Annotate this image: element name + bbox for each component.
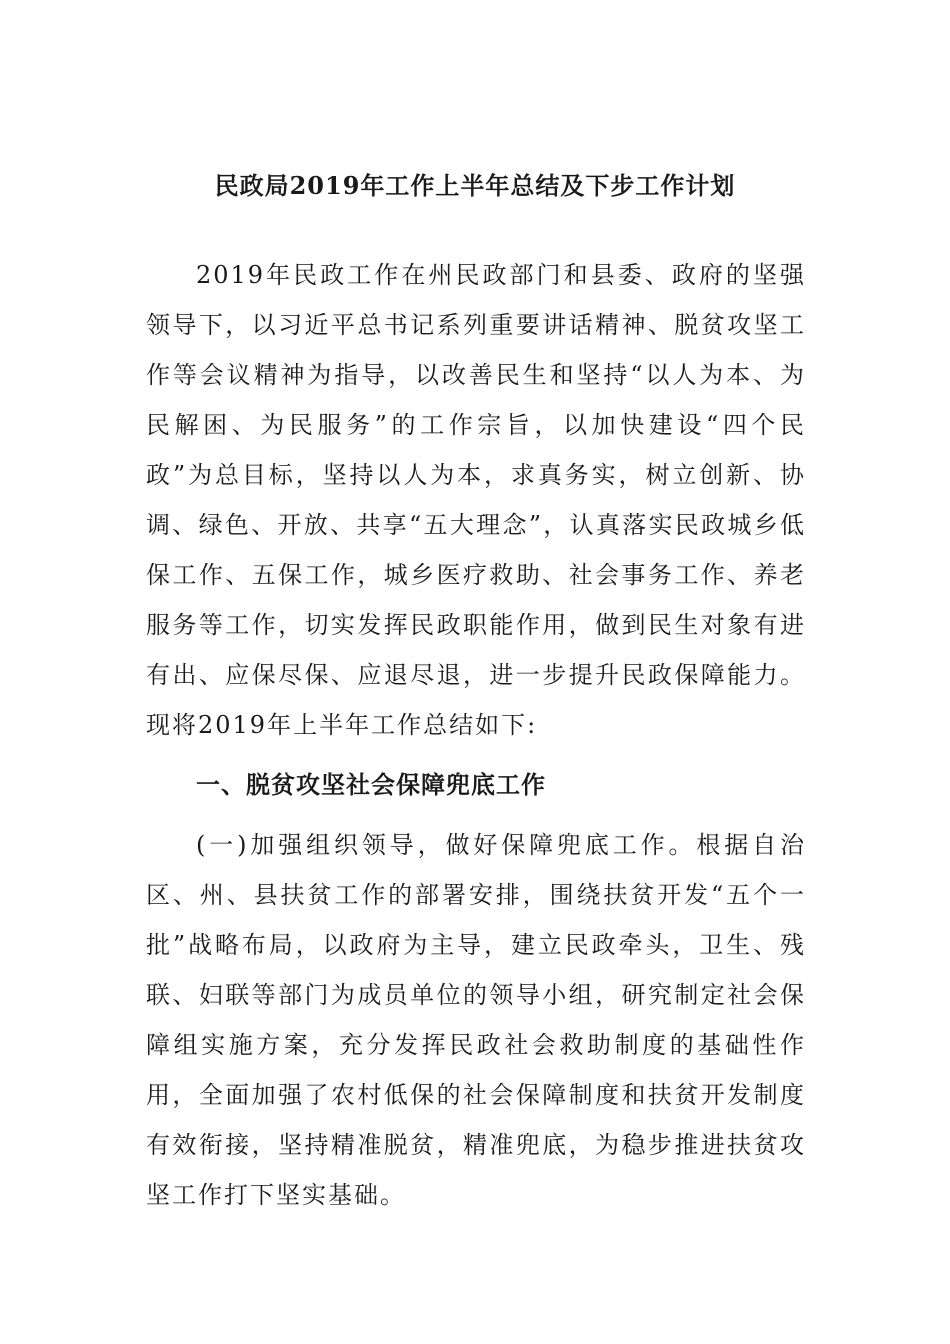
section-heading: 一、脱贫攻坚社会保障兜底工作 bbox=[196, 770, 546, 799]
section-paragraph: (一)加强组织领导，做好保障兜底工作。根据自治区、州、县扶贫工作的部署安排，围绕扶贫开发“五个一批”战略布局，以政府为主导，建立民政牵头，卫生、残联、妇联等部门为成员单位的领导小组，研究制定社会保障组实施方案，充分发挥民政社会救助制度的基础性作用，全面加强了农村低保的社会保障制度和扶贫开发制度有效衔接，坚持精准脱贫，精准兜底，为稳步推进扶贫攻坚工作打下坚实基础。 bbox=[146, 831, 806, 1209]
intro-paragraph: 2019年民政工作在州民政部门和县委、政府的坚强领导下，以习近平总书记系列重要讲话精神、脱贫攻坚工作等会议精神为指导，以改善民生和坚持“以人为本、为民解困、为民服务”的工作宗旨，以加快建设“四个民政”为总目标，坚持以人为本，求真务实，树立创新、协调、绿色、开放、共享“五大理念”，认真落实民政城乡低保工作、五保工作，城乡医疗救助、社会事务工作、养老服务等工作，切实发挥民政职能作用，做到民生对象有进有出、应保尽保、应退尽退，进一步提升民政保障能力。现将2019年上半年工作总结如下: bbox=[146, 261, 806, 739]
document-title: 民政局2019年工作上半年总结及下步工作计划 bbox=[214, 171, 736, 200]
